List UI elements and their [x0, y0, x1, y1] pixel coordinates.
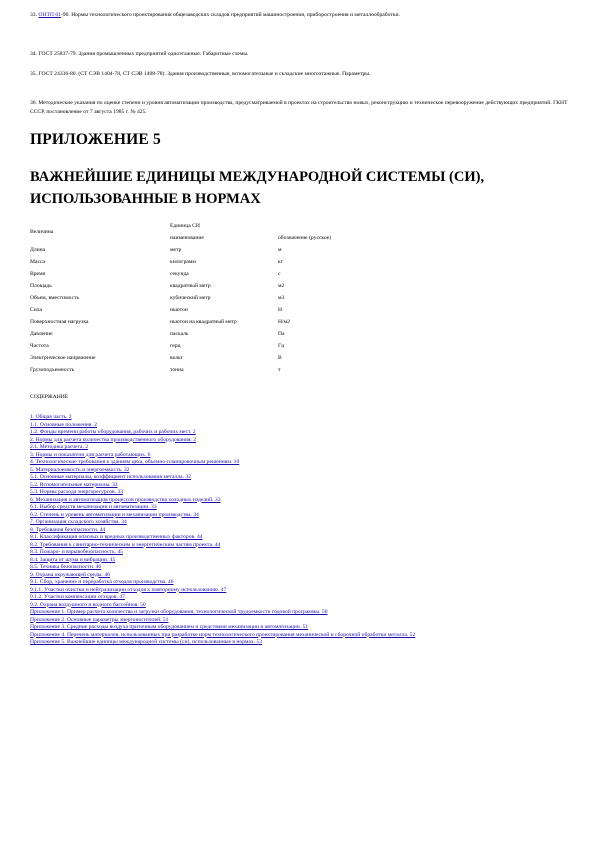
toc-link[interactable]: 8. Требования безопасности. 44 [30, 526, 106, 533]
toc-link[interactable]: Приложение 2. Основные параметры энергоносителей. 51 [30, 616, 169, 623]
toc-item [30, 557, 570, 565]
cell-quantity: Поверхностная нагрузка [30, 319, 89, 325]
toc-link[interactable]: 9.2. Охрана воздушного и водного бассейнов. 50 [30, 601, 146, 608]
reference-link[interactable]: ОНТП 01 [38, 12, 61, 18]
toc-link[interactable]: 2. Нормы для расчета количества производственного оборудования. 2 [30, 436, 197, 443]
toc-item [30, 572, 570, 580]
toc-item [30, 489, 570, 497]
toc-item [30, 624, 570, 632]
toc-item [30, 639, 570, 647]
toc-item [30, 459, 570, 467]
toc-link[interactable]: 5.2. Вспомогательные материалы. 33 [30, 481, 118, 488]
cell-unit-name: ньютон [170, 307, 188, 313]
cell-unit-symbol: Н [278, 307, 283, 313]
cell-unit-symbol: Па [278, 331, 285, 337]
toc-item [30, 594, 570, 602]
toc-item [30, 482, 570, 490]
appendix-heading: ПРИЛОЖЕНИЕ 5 [30, 131, 161, 148]
table-row [30, 316, 388, 328]
toc-item [30, 429, 570, 437]
cell-unit-symbol: м2 [278, 283, 285, 289]
cell-unit-name: килограмм [170, 259, 196, 265]
table-of-contents [30, 414, 570, 647]
reference-33 [30, 11, 570, 20]
si-units-table [30, 220, 388, 376]
cell-unit-name: тонна [170, 367, 184, 373]
toc-item [30, 467, 570, 475]
reference-text: -90. Нормы технологического проектирования общезаводских складов предприятий машиностроения, приборостроения и металлообработки. [60, 12, 400, 18]
cell-unit-name: герц [170, 343, 181, 349]
table-row [30, 364, 388, 376]
toc-item [30, 504, 570, 512]
cell-unit-symbol: В [278, 355, 282, 361]
toc-link[interactable]: 9.1. Сбор, хранение и переработка отходов производства. 46 [30, 579, 174, 585]
toc-item [30, 437, 570, 445]
table-row [30, 268, 388, 280]
toc-item [30, 527, 570, 535]
reference-number: 35. [30, 71, 37, 77]
table-row [30, 340, 388, 352]
cell-unit-name: вольт [170, 355, 183, 361]
toc-item [30, 422, 570, 430]
toc-item [30, 444, 570, 452]
toc-link[interactable]: 8.4. Защита от шума и вибрации. 45 [30, 556, 116, 563]
cell-unit-symbol: Н/м2 [278, 319, 290, 325]
toc-item [30, 632, 570, 640]
toc-link[interactable]: Приложение 1. Пример расчета количества и загрузки оборудования, технологической трудоемкости годовой программы. 50 [30, 609, 328, 615]
toc-link[interactable]: 8.1. Классификация опасных и вредных производственных факторов. 44 [30, 534, 203, 540]
toc-link[interactable]: 1. Общая часть. 2 [30, 414, 72, 420]
table-row [30, 280, 388, 292]
toc-link[interactable]: 9. Охрана окружающей среды. 46 [30, 571, 110, 578]
cell-quantity: Грузоподъемность [30, 367, 75, 373]
table-row [30, 328, 388, 340]
toc-item [30, 519, 570, 527]
toc-link[interactable]: Приложение 4. Перечень материалов, использованных при разработке норм технологического проектирования механической и сборочной обработки металла. 52 [30, 631, 416, 638]
cell-quantity: Время [30, 271, 46, 277]
reference-36 [30, 99, 570, 117]
cell-unit-symbol: Гц [278, 343, 285, 349]
toc-link[interactable]: Приложение 3. Средние расходы воздуха приточным оборудованием и средствами механизации и автоматизации. 51 [30, 624, 309, 630]
toc-item [30, 474, 570, 482]
toc-link[interactable]: 6.2. Степень и уровень автоматизации и механизации производства. 34 [30, 511, 199, 518]
toc-link[interactable]: 3. Нормы и показатели для расчета работающих. 6 [30, 451, 151, 458]
reference-34 [30, 50, 570, 59]
toc-item [30, 587, 570, 595]
header-symbol: обозначение (русское) [278, 235, 332, 241]
cell-unit-name: ньютон на квадратный метр [170, 319, 237, 325]
toc-link[interactable]: 1.2. Фонды времени работы оборудования, рабочих и рабочих мест. 2 [30, 429, 196, 435]
cell-quantity: Длина [30, 247, 46, 253]
table-row [30, 352, 388, 364]
toc-link[interactable]: 5.3. Нормы расхода энергоресурсов. 33 [30, 489, 124, 495]
toc-item [30, 414, 570, 422]
cell-unit-name: секунда [170, 271, 189, 277]
cell-unit-symbol: т [278, 367, 281, 373]
cell-unit-name: паскаль [170, 331, 189, 337]
cell-unit-symbol: м3 [278, 295, 285, 301]
table-row [30, 304, 388, 316]
toc-item [30, 452, 570, 460]
cell-unit-name: кубический метр [170, 295, 211, 301]
reference-text: ГОСТ 25837-79. Здания промышленных предприятий одноэтажные. Габаритные схемы. [38, 51, 249, 57]
toc-item [30, 534, 570, 542]
header-quantity: Величина [30, 229, 54, 235]
reference-number: 34. [30, 51, 37, 57]
toc-link[interactable]: 9.1.2. Участки компенсации отходов. 47 [30, 594, 125, 600]
toc-item [30, 512, 570, 520]
cell-unit-symbol: кг [278, 259, 284, 265]
toc-link[interactable]: 5. Материалоемкость и энергоемкость. 32 [30, 466, 130, 473]
toc-item [30, 602, 570, 610]
table-header-row [30, 220, 388, 232]
cell-quantity: Масса [30, 259, 45, 265]
table-row [30, 256, 388, 268]
cell-quantity: Частота [30, 343, 49, 349]
toc-item [30, 579, 570, 587]
toc-link[interactable]: 6. Механизация и автоматизация процессов производства холодных изделий. 33 [30, 496, 221, 503]
toc-link[interactable]: Приложение 5. Важнейшие единицы международной системы (си), использованные в нормах. 53 [30, 639, 263, 645]
cell-quantity: Электрическое напряжение [30, 355, 96, 361]
cell-unit-name: квадратный метр [170, 283, 211, 289]
toc-link[interactable]: 8.3. Пожаро- и взрывобезопасность. 45 [30, 549, 123, 555]
cell-unit-name: метр [170, 247, 182, 253]
toc-link[interactable]: 1.1. Основные положения. 2 [30, 421, 97, 428]
toc-link[interactable]: 5.1. Основные материалы, коэффициент использования металла. 32 [30, 474, 192, 480]
toc-item [30, 564, 570, 572]
cell-quantity: Сила [30, 307, 42, 313]
toc-link[interactable]: 4. Технологические требования к зданиям цеха, объемно-планировочным решениям. 10 [30, 459, 240, 465]
cell-unit-symbol: с [278, 271, 281, 277]
toc-link[interactable]: 7. Организация складского хозяйства. 34 [30, 519, 127, 525]
table-row [30, 244, 388, 256]
toc-item [30, 542, 570, 550]
reference-number: 33. [30, 12, 37, 18]
toc-item [30, 617, 570, 625]
header-unit: Единица СИ [170, 223, 200, 229]
reference-text: ГОСТ 24336-80. (СТ СЭВ 1404-78, СТ СЭВ 1408-78). Здания производственные, вспомогательные и складские многоэтажные. Параметры. [38, 71, 371, 77]
reference-35 [30, 70, 570, 79]
toc-link[interactable]: 2.1. Методика расчета. 2 [30, 444, 89, 450]
contents-heading: СОДЕРЖАНИЕ [30, 394, 69, 400]
toc-item [30, 497, 570, 505]
toc-item [30, 609, 570, 617]
toc-link[interactable]: 8.2. Требования к санитарно-техническим и энергетическим частям проекта. 44 [30, 541, 221, 548]
toc-item [30, 549, 570, 557]
table-row [30, 292, 388, 304]
cell-unit-symbol: м [278, 247, 282, 253]
reference-number: 36. [30, 100, 37, 106]
cell-quantity: Давление [30, 331, 53, 337]
reference-text: Методические указания по оценке степени и уровня автоматизации производства, предусматриваемой в проектах на строительство новых, реконструкцию и техническое перевооружение действующих предприятий. ГКНТ СССР, постановление от 7 августа 1985 г. № 425. [30, 100, 568, 115]
cell-quantity: Объем, вместимость [30, 295, 80, 301]
toc-link[interactable]: 8.5. Техника безопасности. 46 [30, 564, 102, 570]
header-name: наименование [170, 235, 204, 241]
toc-link[interactable]: 6.1. Выбор средств механизации и автоматизации. 33 [30, 504, 157, 510]
cell-quantity: Площадь [30, 283, 52, 289]
toc-link[interactable]: 9.1.1. Участки очистки и нейтрализации отходов к повторному использованию. 47 [30, 586, 227, 593]
appendix-title: ВАЖНЕЙШИЕ ЕДИНИЦЫ МЕЖДУНАРОДНОЙ СИСТЕМЫ (СИ), ИСПОЛЬЗОВАННЫЕ В НОРМАХ [30, 169, 485, 207]
